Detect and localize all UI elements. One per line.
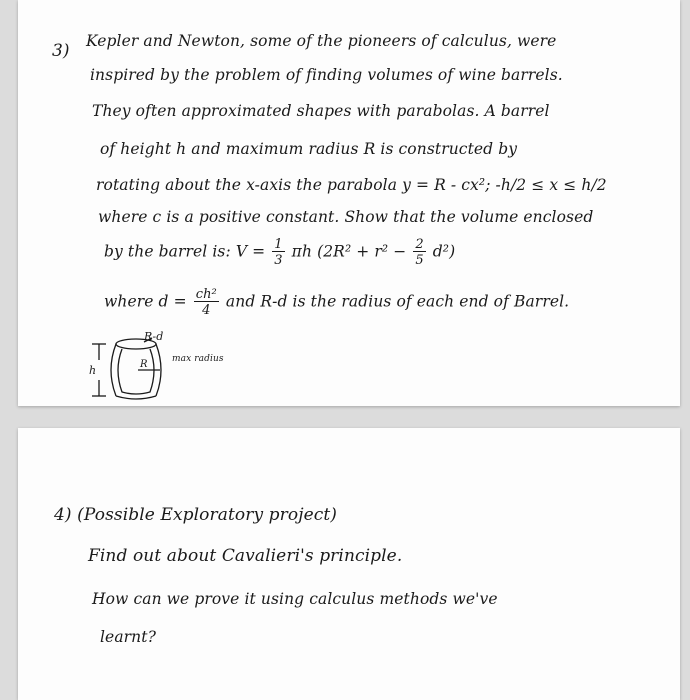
q3-line-5: rotating about the x-axis the parabola y = R - cx²; -h/2 ≤ x ≤ h/2: [96, 176, 607, 194]
volume-middle: πh (2R² + r² −: [291, 242, 407, 261]
fraction-two-fifths: $\frac{2}{5}$: [415, 237, 424, 268]
barrel-sketch: [86, 332, 266, 404]
d-definition: [104, 288, 569, 317]
q3-line-6: where c is a positive constant. Show that the volume enclosed: [98, 208, 594, 226]
volume-prefix: by the barrel is: V =: [104, 242, 266, 261]
label-radius-r: R: [140, 359, 148, 370]
q4-line-3: How can we prove it using calculus methods we've: [92, 590, 498, 608]
where-prefix: where d =: [104, 292, 187, 311]
q4-line-4: learnt?: [100, 628, 157, 646]
label-max-radius: max radius: [172, 354, 224, 364]
q3-line-2: inspired by the problem of finding volumes of wine barrels.: [90, 66, 563, 84]
fraction-one-third: $\frac{1}{3}$: [274, 237, 283, 268]
q3-line-1: Kepler and Newton, some of the pioneers of calculus, were: [86, 32, 557, 50]
fraction-d: $\frac{\text{ch²}}{4}$: [195, 287, 217, 318]
q3-line-3: They often approximated shapes with parabolas. A barrel: [92, 102, 550, 120]
where-suffix: and R-d is the radius of each end of Barrel.: [225, 292, 570, 311]
volume-end: d²): [432, 242, 456, 261]
q4-line-1: 4) (Possible Exploratory project): [54, 505, 338, 525]
q4-line-2: Find out about Cavalieri's principle.: [88, 546, 403, 566]
label-height-h: h: [89, 364, 97, 377]
label-r-minus-d: R-d: [144, 330, 164, 343]
barrel-diagram: [86, 332, 266, 404]
q3-line-4: of height h and maximum radius R is constructed by: [100, 140, 518, 158]
question-number: 3): [52, 41, 70, 61]
volume-formula: [104, 238, 455, 267]
